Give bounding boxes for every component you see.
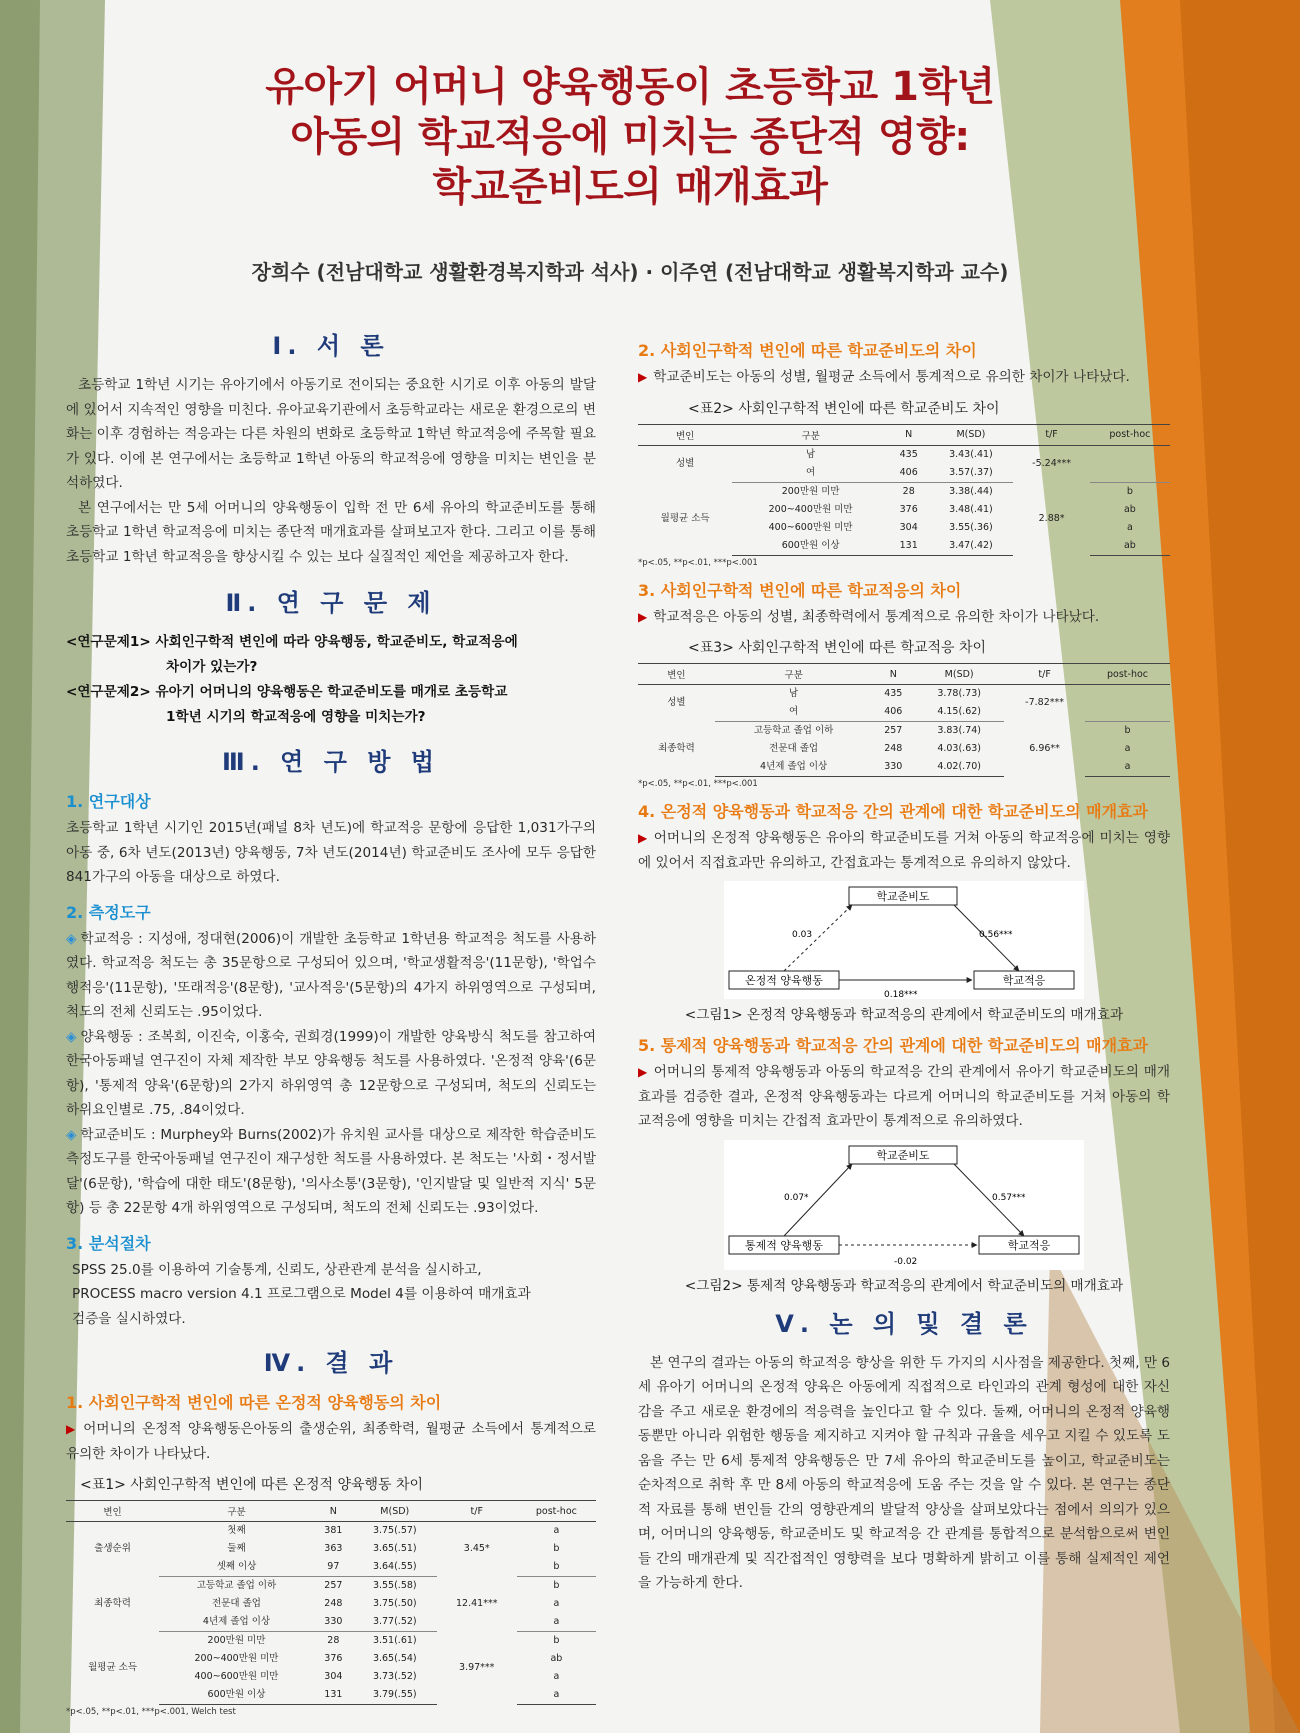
posthoc-cell xyxy=(1090,445,1170,464)
data-cell: 435 xyxy=(884,688,903,699)
data-cell: 남 xyxy=(806,448,816,460)
table-header-row xyxy=(66,1501,596,1522)
data-cell: 381 xyxy=(324,1525,343,1536)
posthoc-cell xyxy=(1085,685,1170,704)
data-cell: 3.78(.73) xyxy=(937,688,981,699)
fig1-coef-b: 0.56*** xyxy=(979,930,1013,940)
table-header-cell: 변인 xyxy=(638,664,715,685)
intro-p1-text: 초등학교 1학년 시기는 유아기에서 아동기로 전이되는 중요한 시기로 이후 아동의 발달에 있어서 지속적인 영향을 미친다. 유아교육기관에서 초등학교라는 새로운 환경으로의 변화는 이후 경험하는 적응과는 다른 차원의 변화로 초등학교 1학년 학교적응에 주목할 필요가 있다. 이에 본 연구에서는 초등학교 1학년 아동의 학교적응에 영향을 미치는 변인을 분석하였다. xyxy=(66,377,596,491)
table-header-cell: t/F xyxy=(1013,424,1089,445)
data-cell: 200~400만원 미만 xyxy=(194,1653,279,1664)
data-cell: 4.15(.62) xyxy=(914,703,1004,722)
result-3-title: 3. 사회인구학적 변인에 따른 학교적응의 차이 xyxy=(638,580,962,600)
table-3-caption: <표3> 사회인구학적 변인에 따른 학교적응 차이 xyxy=(688,640,987,656)
data-cell: 3.83(.74) xyxy=(937,725,981,736)
r3-text: 학교적응은 아동의 성별, 최종학력에서 통계적으로 유의한 차이가 나타났다. xyxy=(653,608,1100,625)
fig1-predictor-label: 온정적 양육행동 xyxy=(745,974,823,987)
title-line-2: 아동의 학교적응에 미치는 종단적 영향: xyxy=(290,114,970,160)
title-line-3: 학교준비도의 매개효과 xyxy=(432,164,828,210)
diamond-bullet-icon: ◈ xyxy=(66,1126,77,1143)
data-cell: 여 xyxy=(732,464,889,483)
problems-heading: Ⅱ. 연 구 문 제 xyxy=(225,589,437,617)
table-header-cell: 변인 xyxy=(638,424,732,445)
mediation-diagram-1 xyxy=(724,881,1084,999)
table-row xyxy=(638,445,1170,464)
table-header-cell: 구분 xyxy=(732,424,889,445)
data-cell: 3.51(.61) xyxy=(372,1635,417,1646)
data-cell: 248 xyxy=(884,743,903,754)
result-5-text xyxy=(638,1060,1170,1134)
data-cell: 97 xyxy=(314,1558,353,1577)
measure-c-text: 학교준비도 : Murphey와 Burns(2002)가 유치원 교사를 대상으로 제작한 학습준비도 측정도구를 한국아동패널 연구진이 재구성한 척도를 사용하였다. 본 척도는 '사회・정서발달'(6문항), '학습에 대한 태도'(8문항), '의사소통'(3문항), '인지발달 및 일반적 지식' 5문항) 등 총 22문항 4개 하위영역으로 구성되며, 척도의 전체 신뢰도는 .93이었다. xyxy=(66,1126,596,1216)
table-header-cell: t/F xyxy=(1004,664,1085,685)
table-row xyxy=(638,758,1170,777)
diamond-bullet-icon: ◈ xyxy=(66,930,77,947)
fig2-outcome-label: 학교적응 xyxy=(1007,1238,1051,1252)
data-cell: 3.77(.52) xyxy=(353,1613,437,1632)
data-cell: 304 xyxy=(324,1671,343,1682)
fig1-outcome-label: 학교적응 xyxy=(1002,974,1046,987)
fig2-coef-c: -0.02 xyxy=(894,1256,918,1267)
posthoc-cell: b xyxy=(517,1558,596,1577)
result-4-text xyxy=(638,826,1170,875)
table-row xyxy=(638,482,1170,501)
table-header-cell: N xyxy=(314,1501,353,1522)
measure-school-readiness xyxy=(66,1123,596,1221)
data-cell: 3.65(.51) xyxy=(372,1543,417,1554)
table-header-cell: post-hoc xyxy=(517,1501,596,1522)
data-cell: 376 xyxy=(899,503,918,515)
conclusion-text xyxy=(638,1351,1170,1596)
data-cell: 3.73(.52) xyxy=(372,1671,417,1682)
intro-p2-text: 본 연구에서는 만 5세 어머니의 양육행동이 입학 전 만 6세 유아의 학교준비도를 통해 초등학교 1학년 학교적응에 미치는 종단적 매개효과를 살펴보고자 한다. 그리고 이를 통해 초등학교 1학년 학교적응을 향상시킬 수 있는 보다 실질적인 제언을 제공하고자 한다. xyxy=(66,499,596,565)
data-cell: 200만원 미만 xyxy=(781,485,840,497)
posthoc-cell: ab xyxy=(1123,503,1136,515)
posthoc-cell: a xyxy=(1124,743,1131,754)
research-question-2 xyxy=(66,680,596,730)
table-header-cell: 구분 xyxy=(715,664,873,685)
result-2-text xyxy=(638,365,1170,390)
posthoc-cell: ab xyxy=(550,1653,563,1664)
figure-1-caption: <그림1> 온정적 양육행동과 학교적응의 관계에서 학교준비도의 매개효과 xyxy=(684,1007,1124,1023)
posthoc-cell: b xyxy=(553,1580,560,1591)
analysis-line-3: 검증을 실시하였다. xyxy=(72,1310,186,1327)
variable-cell: 최종학력 xyxy=(658,743,695,754)
variable-cell: 월평균 소득 xyxy=(88,1662,137,1673)
data-cell: 257 xyxy=(324,1580,343,1591)
data-cell: 131 xyxy=(889,537,928,556)
posthoc-cell: b xyxy=(1124,725,1131,736)
data-cell: 여 xyxy=(715,703,873,722)
triangle-bullet-icon: ▶ xyxy=(638,831,648,845)
methods-analysis-text xyxy=(66,1258,596,1332)
data-cell: 376 xyxy=(324,1653,343,1664)
triangle-bullet-icon: ▶ xyxy=(66,1422,78,1436)
table-header-cell: 구분 xyxy=(159,1501,314,1522)
fig2-coef-a: 0.07* xyxy=(784,1192,809,1203)
methods-subject-title: 1. 연구대상 xyxy=(66,792,151,811)
table-3 xyxy=(638,663,1170,777)
data-cell: 304 xyxy=(899,521,918,533)
results-heading: Ⅳ. 결 과 xyxy=(263,1349,399,1377)
posthoc-cell: a xyxy=(517,1613,596,1632)
table-row xyxy=(66,1522,596,1541)
conclusion-heading: Ⅴ. 논 의 및 결 론 xyxy=(775,1309,1033,1338)
data-cell: 257 xyxy=(884,725,903,736)
rq2-line-2: 1학년 시기의 학교적응에 영향을 미치는가? xyxy=(166,709,426,725)
result-5-title: 5. 통제적 양육행동과 학교적응 간의 관계에 대한 학교준비도의 매개효과 xyxy=(638,1036,1148,1055)
data-cell: 435 xyxy=(899,448,918,460)
mediation-diagram-2 xyxy=(724,1140,1084,1270)
methods-subject-text: 초등학교 1학년 시기인 2015년(패널 8차 년도)에 학교적응 문항에 응답한 1,031가구의 아동 중, 6차 년도(2013년) 양육행동, 7차 년도(2014년) 학교준비도 조사에 모두 응답한 841가구의 아동을 대상으로 하였다. xyxy=(66,820,596,885)
table-2-caption: <표2> 사회인구학적 변인에 따른 학교준비도 차이 xyxy=(688,400,1000,417)
data-cell: 330 xyxy=(872,758,914,777)
triangle-bullet-icon: ▶ xyxy=(638,609,648,624)
result-2-title: 2. 사회인구학적 변인에 따른 학교준비도의 차이 xyxy=(638,341,977,360)
data-cell: 4년제 졸업 이상 xyxy=(159,1613,314,1632)
posthoc-cell: b xyxy=(1126,485,1133,497)
research-question-1 xyxy=(66,630,596,680)
fig2-mediator-label: 학교준비도 xyxy=(876,1148,930,1162)
figure-1 xyxy=(724,881,1084,999)
data-cell: 3.64(.55) xyxy=(353,1558,437,1577)
table-header-cell: t/F xyxy=(437,1501,517,1522)
r2-text: 학교준비도는 아동의 성별, 월평균 소득에서 통계적으로 유의한 차이가 나타났다. xyxy=(653,369,1130,385)
analysis-line-1: SPSS 25.0를 이용하여 기술통계, 신뢰도, 상관관계 분석을 실시하고, xyxy=(72,1261,482,1278)
data-cell: 400~600만원 미만 xyxy=(768,521,853,533)
table-1-note: *p<.05, **p<.01, ***p<.001, Welch test xyxy=(66,1707,236,1717)
data-cell: 둘째 xyxy=(227,1543,246,1554)
data-cell: 200~400만원 미만 xyxy=(768,503,853,515)
poster-title xyxy=(150,62,1110,212)
data-cell: 전문대 졸업 xyxy=(769,743,819,754)
result-1-title: 1. 사회인구학적 변인에 따른 온정적 양육행동의 차이 xyxy=(66,1393,442,1412)
posthoc-cell xyxy=(1090,464,1170,483)
data-cell: 248 xyxy=(324,1598,343,1609)
data-cell: 고등학교 졸업 이하 xyxy=(753,725,834,736)
variable-cell: 성별 xyxy=(675,457,695,469)
left-column xyxy=(66,322,596,1717)
data-cell: 131 xyxy=(314,1686,353,1705)
data-cell: 3.79(.55) xyxy=(353,1686,437,1705)
measure-parenting xyxy=(66,1025,596,1123)
fig2-coef-b: 0.57*** xyxy=(992,1192,1026,1203)
variable-cell: 출생순위 xyxy=(94,1543,131,1555)
table-header-cell: N xyxy=(872,664,914,685)
result-3-text xyxy=(638,605,1170,630)
title-line-1: 유아기 어머니 양육행동이 초등학교 1학년 xyxy=(265,64,995,110)
table-header-cell: M(SD) xyxy=(914,664,1004,685)
figure-2 xyxy=(724,1140,1084,1270)
intro-paragraph-2 xyxy=(66,496,596,570)
methods-measures-title: 2. 측정도구 xyxy=(66,902,151,922)
data-cell: 4.02(.70) xyxy=(914,758,1004,777)
data-cell: 3.47(.42) xyxy=(928,537,1013,556)
data-cell: 남 xyxy=(789,688,799,699)
data-cell: 3.75(.57) xyxy=(372,1525,417,1536)
data-cell: 3.55(.58) xyxy=(372,1580,417,1591)
result-1-text xyxy=(66,1417,596,1466)
table-row xyxy=(638,722,1170,741)
posthoc-cell: a xyxy=(553,1525,560,1536)
measure-b-text: 양육행동 : 조복희, 이진숙, 이홍숙, 권희경(1999)이 개발한 양육방식 척도를 참고하여 한국아동패널 연구진이 자체 제작한 부모 양육행동 척도를 사용하였다. '온정적 양육'(6문항), '통제적 양육'(6문항)의 2가지 하위영역 총 12문항으로 구성되며, 척도의 신뢰도는 하위요인별로 .75, .84이었다. xyxy=(66,1028,596,1118)
data-cell: 330 xyxy=(314,1613,353,1632)
right-column xyxy=(638,338,1170,1596)
table-row xyxy=(66,1632,596,1651)
posthoc-cell: ab xyxy=(1090,537,1170,556)
triangle-bullet-icon: ▶ xyxy=(638,1065,648,1079)
table-row xyxy=(638,685,1170,704)
data-cell: 3.57(.37) xyxy=(928,464,1013,483)
r4-text: 어머니의 온정적 양육행동은 유아의 학교준비도를 거쳐 아동의 학교적응에 미치는 영향에 있어서 직접효과만 유의하고, 간접효과는 통계적으로 유의하지 않았다. xyxy=(638,830,1170,871)
fig1-mediator-label: 학교준비도 xyxy=(876,890,930,903)
stat-cell: -5.24*** xyxy=(1032,457,1071,469)
table-header-cell: N xyxy=(889,424,928,445)
fig2-predictor-label: 통제적 양육행동 xyxy=(745,1238,823,1252)
data-cell: 3.55(.36) xyxy=(949,521,993,533)
stat-cell: 3.45* xyxy=(463,1543,490,1555)
rq1-line-1: <연구문제1> 사회인구학적 변인에 따라 양육행동, 학교준비도, 학교적응에 xyxy=(66,634,518,650)
stat-cell: 3.97*** xyxy=(459,1662,495,1673)
data-cell: 3.65(.54) xyxy=(372,1653,417,1664)
data-cell: 406 xyxy=(872,703,914,722)
data-cell: 3.75(.50) xyxy=(372,1598,417,1609)
stat-cell: 2.88* xyxy=(1038,512,1065,524)
posthoc-cell: b xyxy=(553,1543,560,1554)
table-2-note: *p<.05, **p<.01, ***p<.001 xyxy=(638,557,758,568)
variable-cell: 월평균 소득 xyxy=(660,512,710,524)
data-cell: 600만원 이상 xyxy=(732,537,889,556)
data-cell: 28 xyxy=(902,485,915,497)
fig1-coef-a: 0.03 xyxy=(792,930,813,940)
variable-cell: 성별 xyxy=(667,697,686,709)
stat-cell: -7.82*** xyxy=(1025,697,1064,709)
table-header-cell: M(SD) xyxy=(353,1501,437,1522)
posthoc-cell: a xyxy=(1126,521,1133,533)
diamond-bullet-icon: ◈ xyxy=(66,1028,77,1045)
data-cell: 400~600만원 미만 xyxy=(194,1671,279,1682)
stat-cell: 6.96** xyxy=(1029,743,1060,754)
figure-2-caption: <그림2> 통제적 양육행동과 학교적응의 관계에서 학교준비도의 매개효과 xyxy=(684,1277,1124,1294)
stat-cell: 12.41*** xyxy=(456,1598,498,1609)
table-header-cell: post-hoc xyxy=(1090,424,1170,445)
r5-text: 어머니의 통제적 양육행동과 아동의 학교적응 간의 관계에서 유아기 학교준비도의 매개효과를 검증한 결과, 온정적 양육행동과는 다르게 어머니의 학교준비도를 거쳐 아동의 학교적응에 영향을 미치는 간접적 효과만이 통계적으로 유의하였다. xyxy=(638,1064,1170,1129)
rq2-line-1: <연구문제2> 유아기 어머니의 양육행동은 학교준비도를 매개로 초등학교 xyxy=(66,684,508,700)
authors: 장희수 (전남대학교 생활환경복지학과 석사) · 이주연 (전남대학교 생활복지학과 교수) xyxy=(251,260,1009,284)
intro-paragraph-1 xyxy=(66,373,596,496)
result-4-title: 4. 온정적 양육행동과 학교적응 간의 관계에 대한 학교준비도의 매개효과 xyxy=(638,802,1148,821)
data-cell: 전문대 졸업 xyxy=(212,1598,261,1609)
data-cell: 3.38(.44) xyxy=(949,485,993,497)
data-cell: 첫째 xyxy=(227,1525,246,1536)
variable-cell: 최종학력 xyxy=(94,1598,131,1609)
table-header-cell: post-hoc xyxy=(1085,664,1170,685)
table-row xyxy=(66,1577,596,1596)
r1-text: 어머니의 온정적 양육행동은아동의 출생순위, 최종학력, 월평균 소득에서 통계적으로 유의한 차이가 나타났다. xyxy=(66,1421,596,1462)
fig1-coef-c: 0.18*** xyxy=(884,990,918,999)
data-cell: 600만원 이상 xyxy=(159,1686,314,1705)
table-row xyxy=(638,703,1170,722)
data-cell: 셋째 이상 xyxy=(159,1558,314,1577)
data-cell: 4년제 졸업 이상 xyxy=(715,758,873,777)
triangle-bullet-icon: ▶ xyxy=(638,370,648,384)
analysis-line-2: PROCESS macro version 4.1 프로그램으로 Model 4를 이용하여 매개효과 xyxy=(72,1286,531,1302)
data-cell: 고등학교 졸업 이하 xyxy=(196,1580,277,1591)
data-cell: 4.03(.63) xyxy=(937,743,981,754)
conclusion-body: 본 연구의 결과는 아동의 학교적응 향상을 위한 두 가지의 시사점을 제공한다. 첫째, 만 6세 유아기 어머니의 온정적 양육은 아동에게 직접적으로 타인과의 관계 형성에 대한 자신감을 주고 새로운 환경에의 적응력을 높인다고 할 수 있다. 둘째, 어머니의 온정적 양육행동뿐만 아니라 위험한 행동을 제지하고 지켜야 할 규칙과 규율을 세우고 지킬 수 있도록 도움을 주는 만 6세 통제적 양육행동은 만 7세 유아의 학교준비도를 높이고, 학교준비도는 순차적으로 취학 후 만 8세 아동의 학교적응에 도움 주는 것을 알 수 있다. 본 연구는 종단적 자료를 통해 변인들 간의 영향관계의 발달적 양상을 살펴보았다는 점에서 의의가 있으며, 어머니의 양육행동, 학교준비도 및 학교적응 간 관계를 통합적으로 분석함으로써 변인들 간의 매개관계 및 직간접적인 영향력을 보다 명확하게 밝히고 이를 통해 실제적인 제언을 가능하게 한다. xyxy=(638,1354,1170,1591)
methods-heading: Ⅲ. 연 구 방 법 xyxy=(222,748,440,776)
table-2 xyxy=(638,424,1170,556)
table-header-row xyxy=(638,664,1170,685)
posthoc-cell: a xyxy=(1085,758,1170,777)
intro-heading: Ⅰ. 서 론 xyxy=(272,332,390,360)
measure-a-text: 학교적응 : 지성애, 정대현(2006)이 개발한 초등학교 1학년용 학교적응 척도를 사용하였다. 학교적응 척도는 총 35문항으로 구성되어 있으며, '학교생활적응'(11문항), '학업수행적응'(11문항), '또래적응'(8문항), '교사적응'(5문항)의 4가지 하위영역으로 구성되며, 척도의 전체 신뢰도는 .95이었다. xyxy=(66,930,596,1020)
posthoc-cell: a xyxy=(517,1686,596,1705)
rq1-line-2: 차이가 있는가? xyxy=(166,659,258,675)
data-cell: 363 xyxy=(324,1543,343,1554)
table-header-row xyxy=(638,424,1170,445)
data-cell: 28 xyxy=(327,1635,340,1646)
posthoc-cell: b xyxy=(553,1635,560,1646)
data-cell: 3.43(.41) xyxy=(949,448,993,460)
data-cell: 406 xyxy=(889,464,928,483)
posthoc-cell: a xyxy=(553,1671,560,1682)
table-header-cell: M(SD) xyxy=(928,424,1013,445)
data-cell: 3.48(.41) xyxy=(949,503,993,515)
table-1 xyxy=(66,1500,596,1705)
methods-analysis-title: 3. 분석절차 xyxy=(66,1233,151,1253)
measure-school-adjustment xyxy=(66,927,596,1025)
table-1-caption: <표1> 사회인구학적 변인에 따른 온정적 양육행동 차이 xyxy=(80,1477,424,1493)
data-cell: 200만원 미만 xyxy=(207,1635,266,1646)
table-header-cell: 변인 xyxy=(66,1501,159,1522)
table-3-note: *p<.05, **p<.01, ***p<.001 xyxy=(638,779,758,789)
posthoc-cell xyxy=(1085,703,1170,722)
posthoc-cell: a xyxy=(553,1598,560,1609)
table-row xyxy=(638,740,1170,758)
